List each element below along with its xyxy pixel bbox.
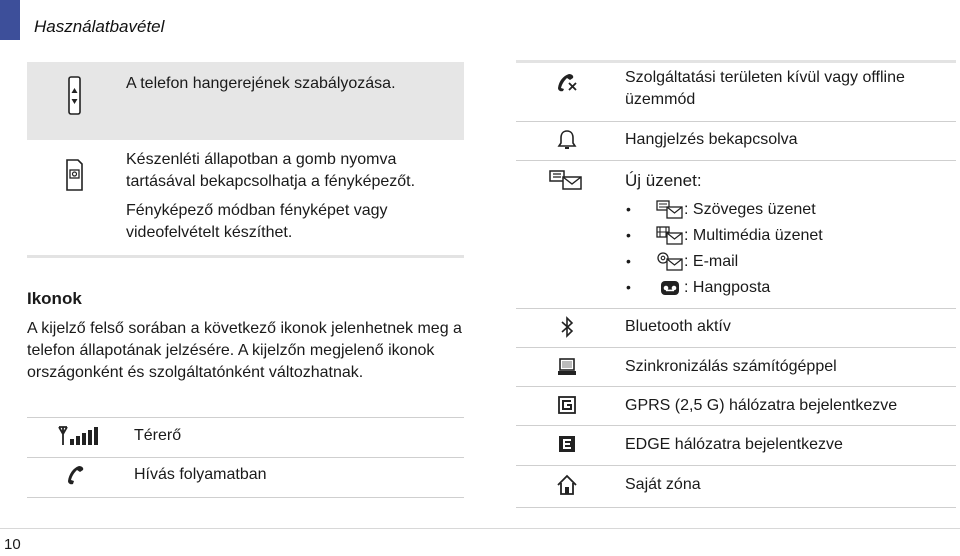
home-zone-text: Saját zóna	[625, 476, 701, 493]
new-message-icon	[549, 169, 583, 191]
voicemail-label: : Hangposta	[684, 279, 771, 296]
camera-key-text-1: Készenléti állapotban a gomb nyomva tartásával bekapcsolhatja a fényképezőt.	[126, 151, 416, 190]
divider	[27, 497, 464, 498]
camera-key-icon	[64, 159, 84, 191]
no-service-text: Szolgáltatási területen kívül vagy offline üzemmód	[625, 69, 905, 108]
pc-sync-text: Szinkronizálás számítógéppel	[625, 358, 837, 375]
bullet: •	[626, 227, 631, 243]
email-icon	[656, 252, 684, 272]
divider	[516, 121, 956, 122]
no-service-icon	[556, 71, 578, 93]
multimedia-message-icon	[656, 226, 684, 246]
divider	[27, 255, 464, 258]
section-heading: Ikonok	[27, 289, 82, 308]
alarm-text: Hangjelzés bekapcsolva	[625, 131, 798, 148]
bullet: •	[626, 201, 631, 217]
footer-rule	[0, 528, 960, 529]
bluetooth-text: Bluetooth aktív	[625, 318, 731, 335]
bullet: •	[626, 279, 631, 295]
home-zone-icon	[556, 474, 578, 496]
divider	[516, 160, 956, 161]
gprs-text: GPRS (2,5 G) hálózatra bejelentkezve	[625, 397, 898, 414]
call-in-progress-icon	[66, 464, 86, 486]
pc-sync-icon	[557, 357, 577, 377]
call-in-progress-text: Hívás folyamatban	[134, 466, 267, 483]
divider	[27, 417, 464, 418]
new-message-text: Új üzenet:	[625, 171, 702, 190]
page-title: Használatbavétel	[34, 17, 165, 36]
edge-icon	[558, 435, 576, 453]
camera-key-text-2: Fényképező módban fényképet vagy videofelvételt készíthet.	[126, 202, 388, 241]
alarm-bell-icon	[557, 129, 577, 151]
bullet: •	[626, 253, 631, 269]
email-label: : E-mail	[684, 253, 739, 270]
divider	[27, 457, 464, 458]
divider	[516, 347, 956, 348]
signal-strength-icon	[57, 425, 101, 447]
multimedia-message-label: : Multimédia üzenet	[684, 227, 823, 244]
page-number: 10	[4, 536, 21, 553]
divider	[516, 308, 956, 309]
signal-strength-text: Térerő	[134, 427, 182, 444]
divider	[516, 465, 956, 466]
gprs-icon	[558, 396, 576, 414]
bluetooth-icon	[560, 316, 574, 338]
header-accent-bar	[0, 0, 20, 40]
section-paragraph: A kijelző felső sorában a következő ikonok jelenhetnek meg a telefon állapotának jelzésére. A kijelzőn megjelenő ikonok országonként és szolgáltatónként változhatnak.	[27, 320, 462, 381]
text-message-label: : Szöveges üzenet	[684, 201, 816, 218]
divider	[516, 425, 956, 426]
divider	[516, 507, 956, 508]
voicemail-icon	[660, 280, 680, 296]
text-message-icon	[656, 200, 684, 220]
volume-key-text: A telefon hangerejének szabályozása.	[126, 75, 396, 92]
volume-key-icon	[67, 76, 83, 116]
divider	[516, 60, 956, 63]
divider	[516, 386, 956, 387]
edge-text: EDGE hálózatra bejelentkezve	[625, 436, 843, 453]
